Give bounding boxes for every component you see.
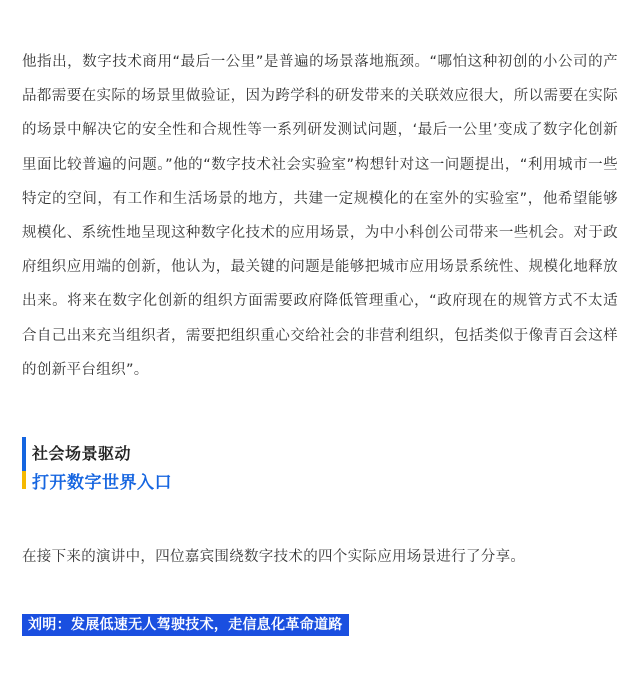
heading-accent-bar-yellow xyxy=(22,471,26,489)
paragraph-intro: 在接下来的演讲中，四位嘉宾围绕数字技术的四个实际应用场景进行了分享。 xyxy=(22,549,526,565)
section-heading-subtitle: 打开数字世界入口 xyxy=(32,473,172,493)
heading-accent-bar-blue xyxy=(22,437,26,471)
speaker-banner: 刘明：发展低速无人驾驶技术，走信息化革命道路 xyxy=(22,614,349,636)
section-heading xyxy=(22,437,322,493)
section-heading-title: 社会场景驱动 xyxy=(32,444,132,463)
paragraph-main: 他指出，数字技术商用“最后一公里”是普遍的场景落地瓶颈。“哪怕这种初创的小公司的产品都需要在实际的场景里做验证，因为跨学科的研发带来的关联效应很大，所以需要在实际的场景中解决它的安全性和合规性等一系列研发测试问题，‘最后一公里’变成了数字化创新里面比较普遍的问题。”他的“数字技术社会实验室”构想针对这一问题提出，“利用城市一些特定的空间，有工作和生活场景的地方，共建一定规模化的在室外的实验室”，他希望能够规模化、系统性地呈现这种数字化技术的应用场景，为中小科创公司带来一些机会。对于政府组织应用端的创新，他认为，最关键的问题是能够把城市应用场景系统性、规模化地释放出来。将来在数字化创新的组织方面需要政府降低管理重心，“政府现在的规管方式不太适合自己出来充当组织者，需要把组织重心交给社会的非营利组织，包括类似于像青百会这样的创新平台组织”。 xyxy=(22,54,618,378)
